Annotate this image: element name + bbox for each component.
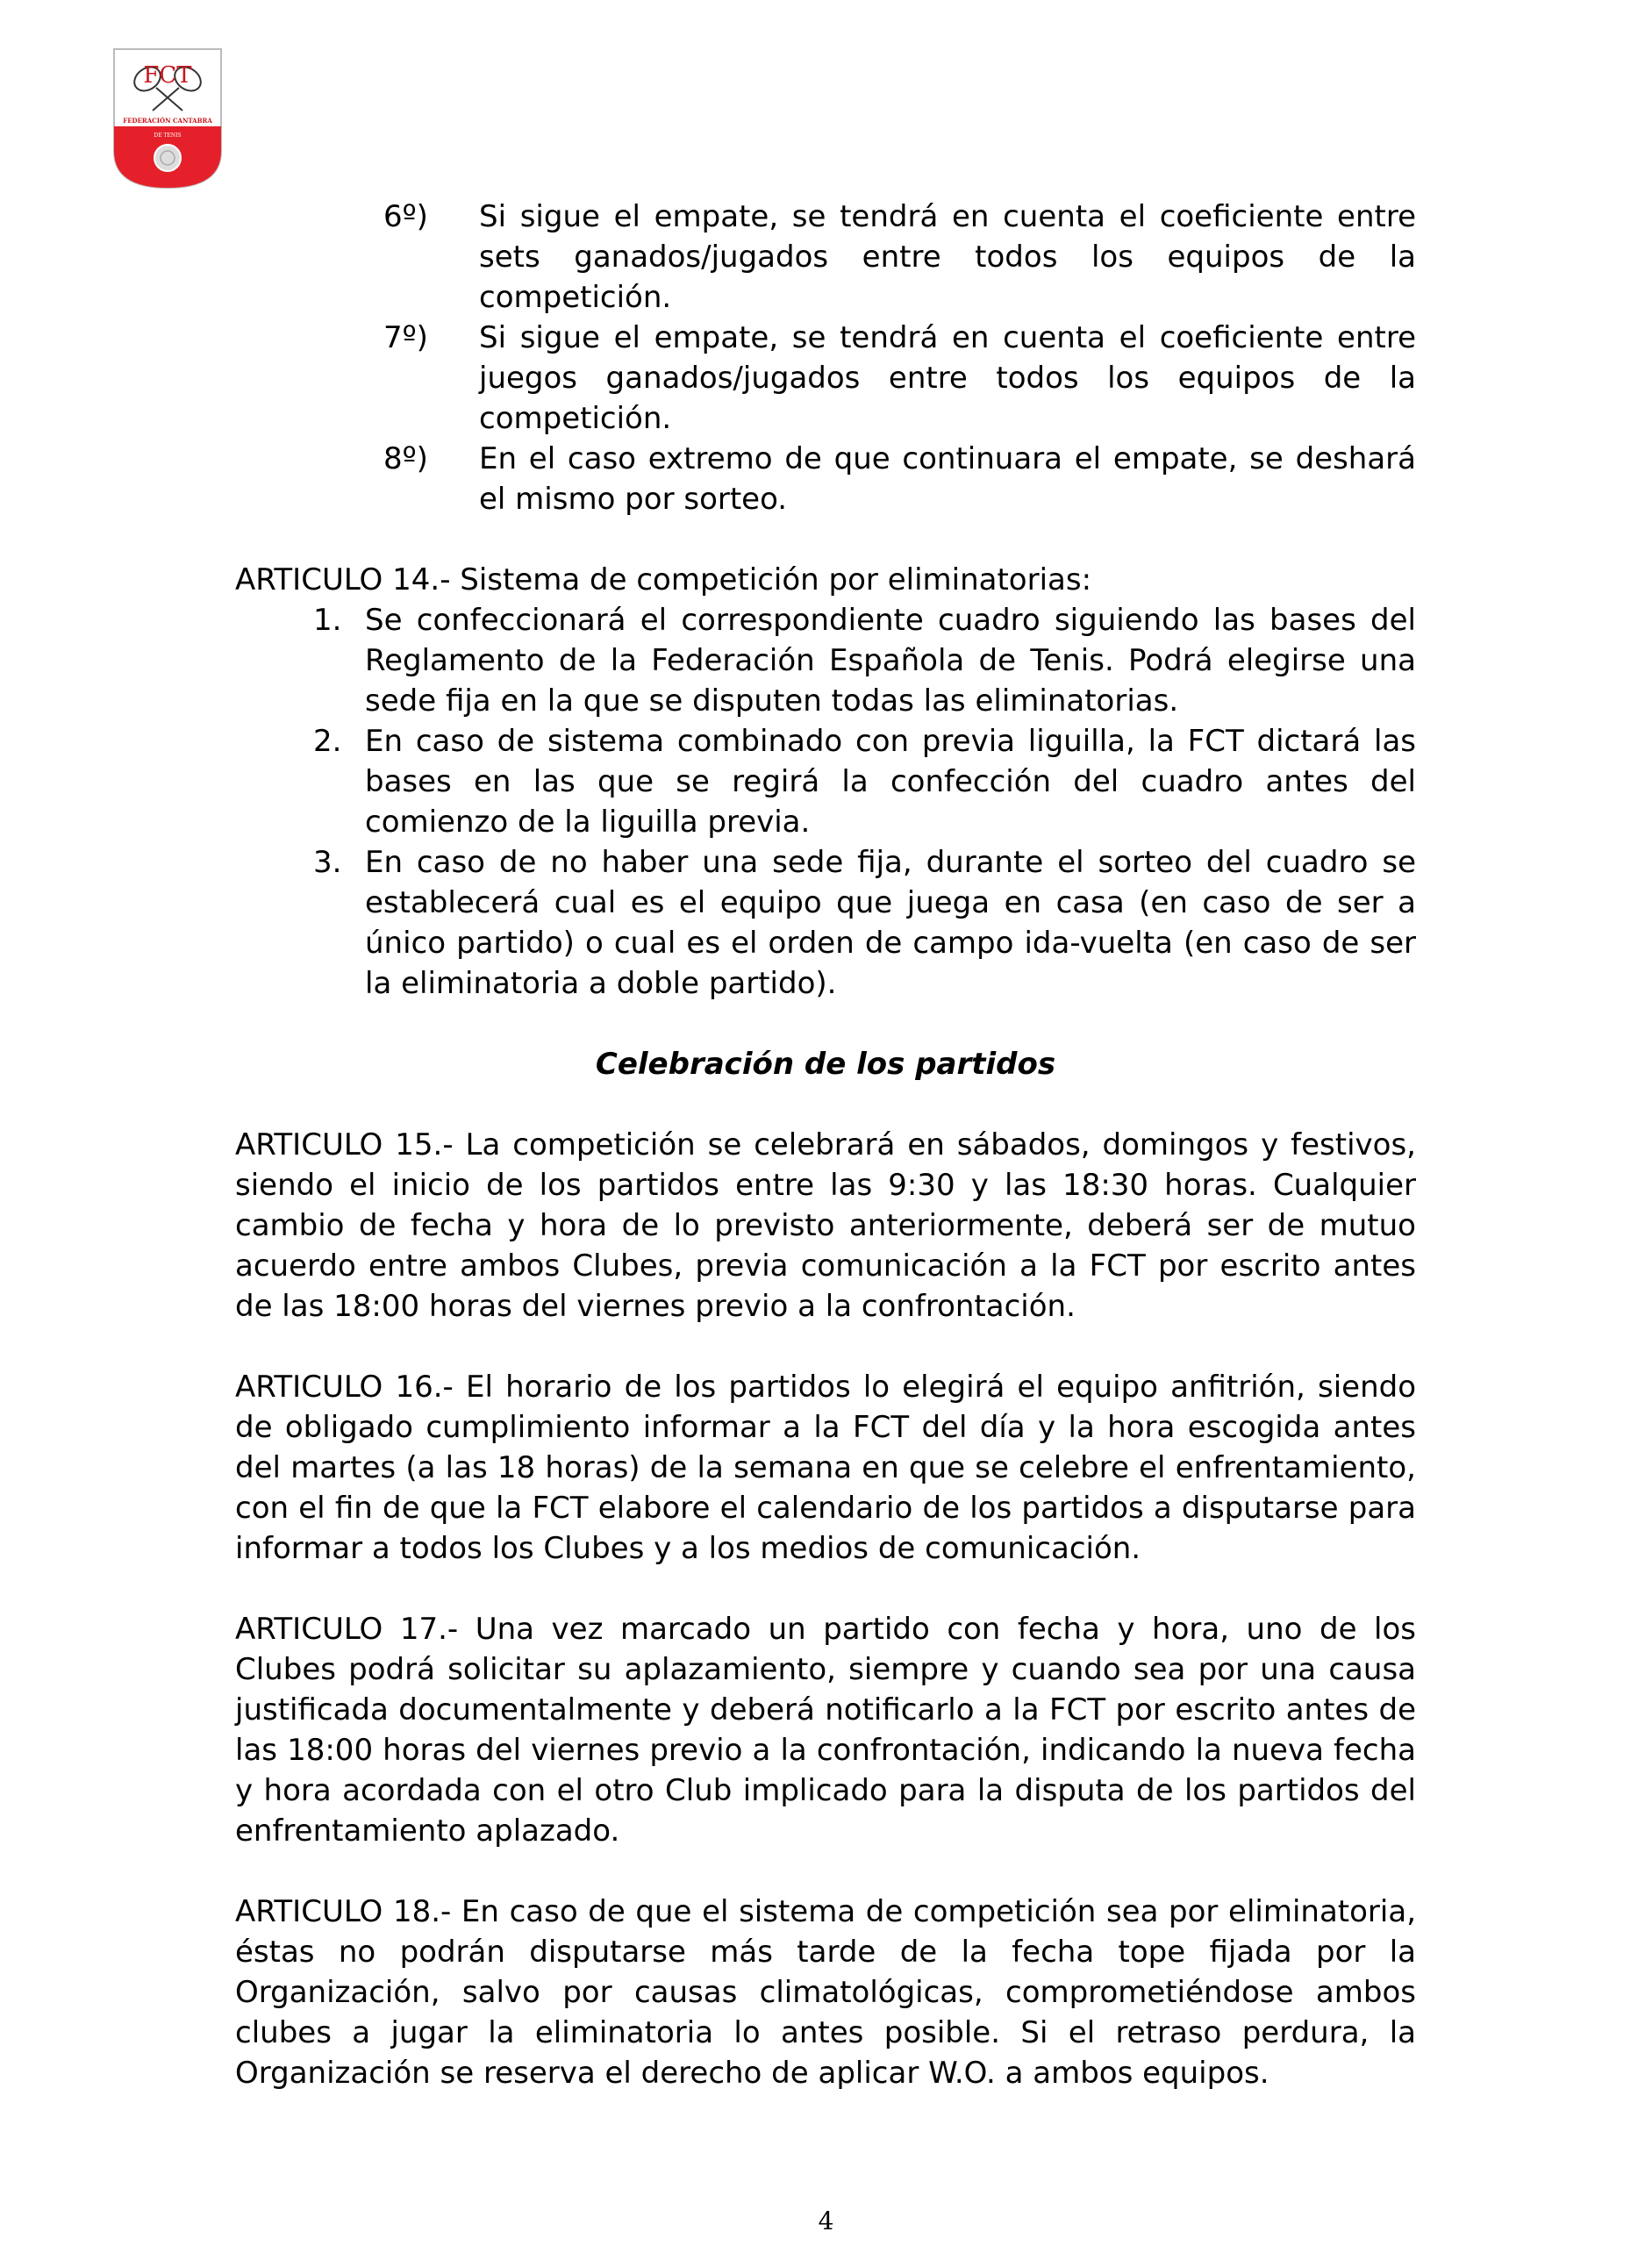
list-item (235, 197, 1416, 318)
item-number: 8º) (383, 441, 428, 476)
item-text: En el caso extremo de que continuara el empate, se deshará el mismo por sorteo. (479, 441, 1416, 517)
list-item (313, 842, 1416, 1004)
item-text: Si sigue el empate, se tendrá en cuenta el coeficiente entre juegos ganados/jugados entre todos los equipos de la competición. (479, 320, 1416, 436)
document-body (235, 197, 1416, 2093)
item-number: 7º) (383, 320, 428, 355)
logo-org-line2: DE TENIS (154, 132, 182, 139)
item-number: 1. (313, 603, 342, 638)
logo-letters: FCT (143, 62, 192, 89)
list-item (235, 318, 1416, 439)
item-text: Se confeccionará el correspondiente cuadro siguiendo las bases del Reglamento de la Federación Española de Tenis. Podrá elegirse una sede fija en la que se disputen todas las eliminatorias. (365, 603, 1416, 719)
page-number: 4 (818, 2207, 834, 2235)
article-14-title: ARTICULO 14.- Sistema de competición por eliminatorias: (235, 562, 1092, 597)
tiebreak-list (235, 197, 1416, 519)
item-number: 6º) (383, 199, 428, 234)
article-14-list (313, 600, 1416, 1004)
article-15: ARTICULO 15.- La competición se celebrará en sábados, domingos y festivos, siendo el inicio de los partidos entre las 9:30 y las 18:30 horas. Cualquier cambio de fecha y hora de lo previsto anteriormente, deberá ser de mutuo acuerdo entre ambos Clubes, previa comunicación a la FCT por escrito antes de las 18:00 horas del viernes previo a la confrontación. (235, 1127, 1416, 1324)
item-number: 2. (313, 724, 342, 759)
section-heading: Celebración de los partidos (595, 1047, 1056, 1082)
list-item (235, 439, 1416, 519)
fct-logo (112, 47, 223, 190)
article-16: ARTICULO 16.- El horario de los partidos lo elegirá el equipo anfitrión, siendo de obligado cumplimiento informar a la FCT del día y la hora escogida antes del martes (a las 18 horas) de la semana en que se celebre el enfrentamiento, con el fin de que la FCT elabore el calendario de los partidos a disputarse para informar a todos los Clubes y a los medios de comunicación. (235, 1370, 1416, 1566)
item-text: En caso de no haber una sede fija, durante el sorteo del cuadro se establecerá cual es el equipo que juega en casa (en caso de ser a único partido) o cual es el orden de campo ida-vuelta (en caso de ser la eliminatoria a doble partido). (365, 845, 1416, 1001)
article-17: ARTICULO 17.- Una vez marcado un partido con fecha y hora, uno de los Clubes podrá solicitar su aplazamiento, siempre y cuando sea por una causa justificada documentalmente y deberá notificarlo a la FCT por escrito antes de las 18:00 horas del viernes previo a la confrontación, indicando la nueva fecha y hora acordada con el otro Club implicado para la disputa de los partidos del enfrentamiento aplazado. (235, 1612, 1416, 1849)
article-14 (235, 560, 1416, 1004)
item-text: Si sigue el empate, se tendrá en cuenta el coeficiente entre sets ganados/jugados entre todos los equipos de la competición. (479, 199, 1416, 315)
list-item (313, 600, 1416, 721)
item-number: 3. (313, 845, 342, 880)
item-text: En caso de sistema combinado con previa liguilla, la FCT dictará las bases en las que se regirá la confección del cuadro antes del comienzo de la liguilla previa. (365, 724, 1416, 840)
logo-org-line1: FEDERACIÓN CANTABRA (123, 117, 212, 125)
article-18: ARTICULO 18.- En caso de que el sistema de competición sea por eliminatoria, éstas no podrán disputarse más tarde de la fecha tope fijada por la Organización, salvo por causas climatológicas, comprometiéndose ambos clubes a jugar la eliminatoria lo antes posible. Si el retraso perdura, la Organización se reserva el derecho de aplicar W.O. a ambos equipos. (235, 1894, 1416, 2091)
list-item (313, 721, 1416, 842)
